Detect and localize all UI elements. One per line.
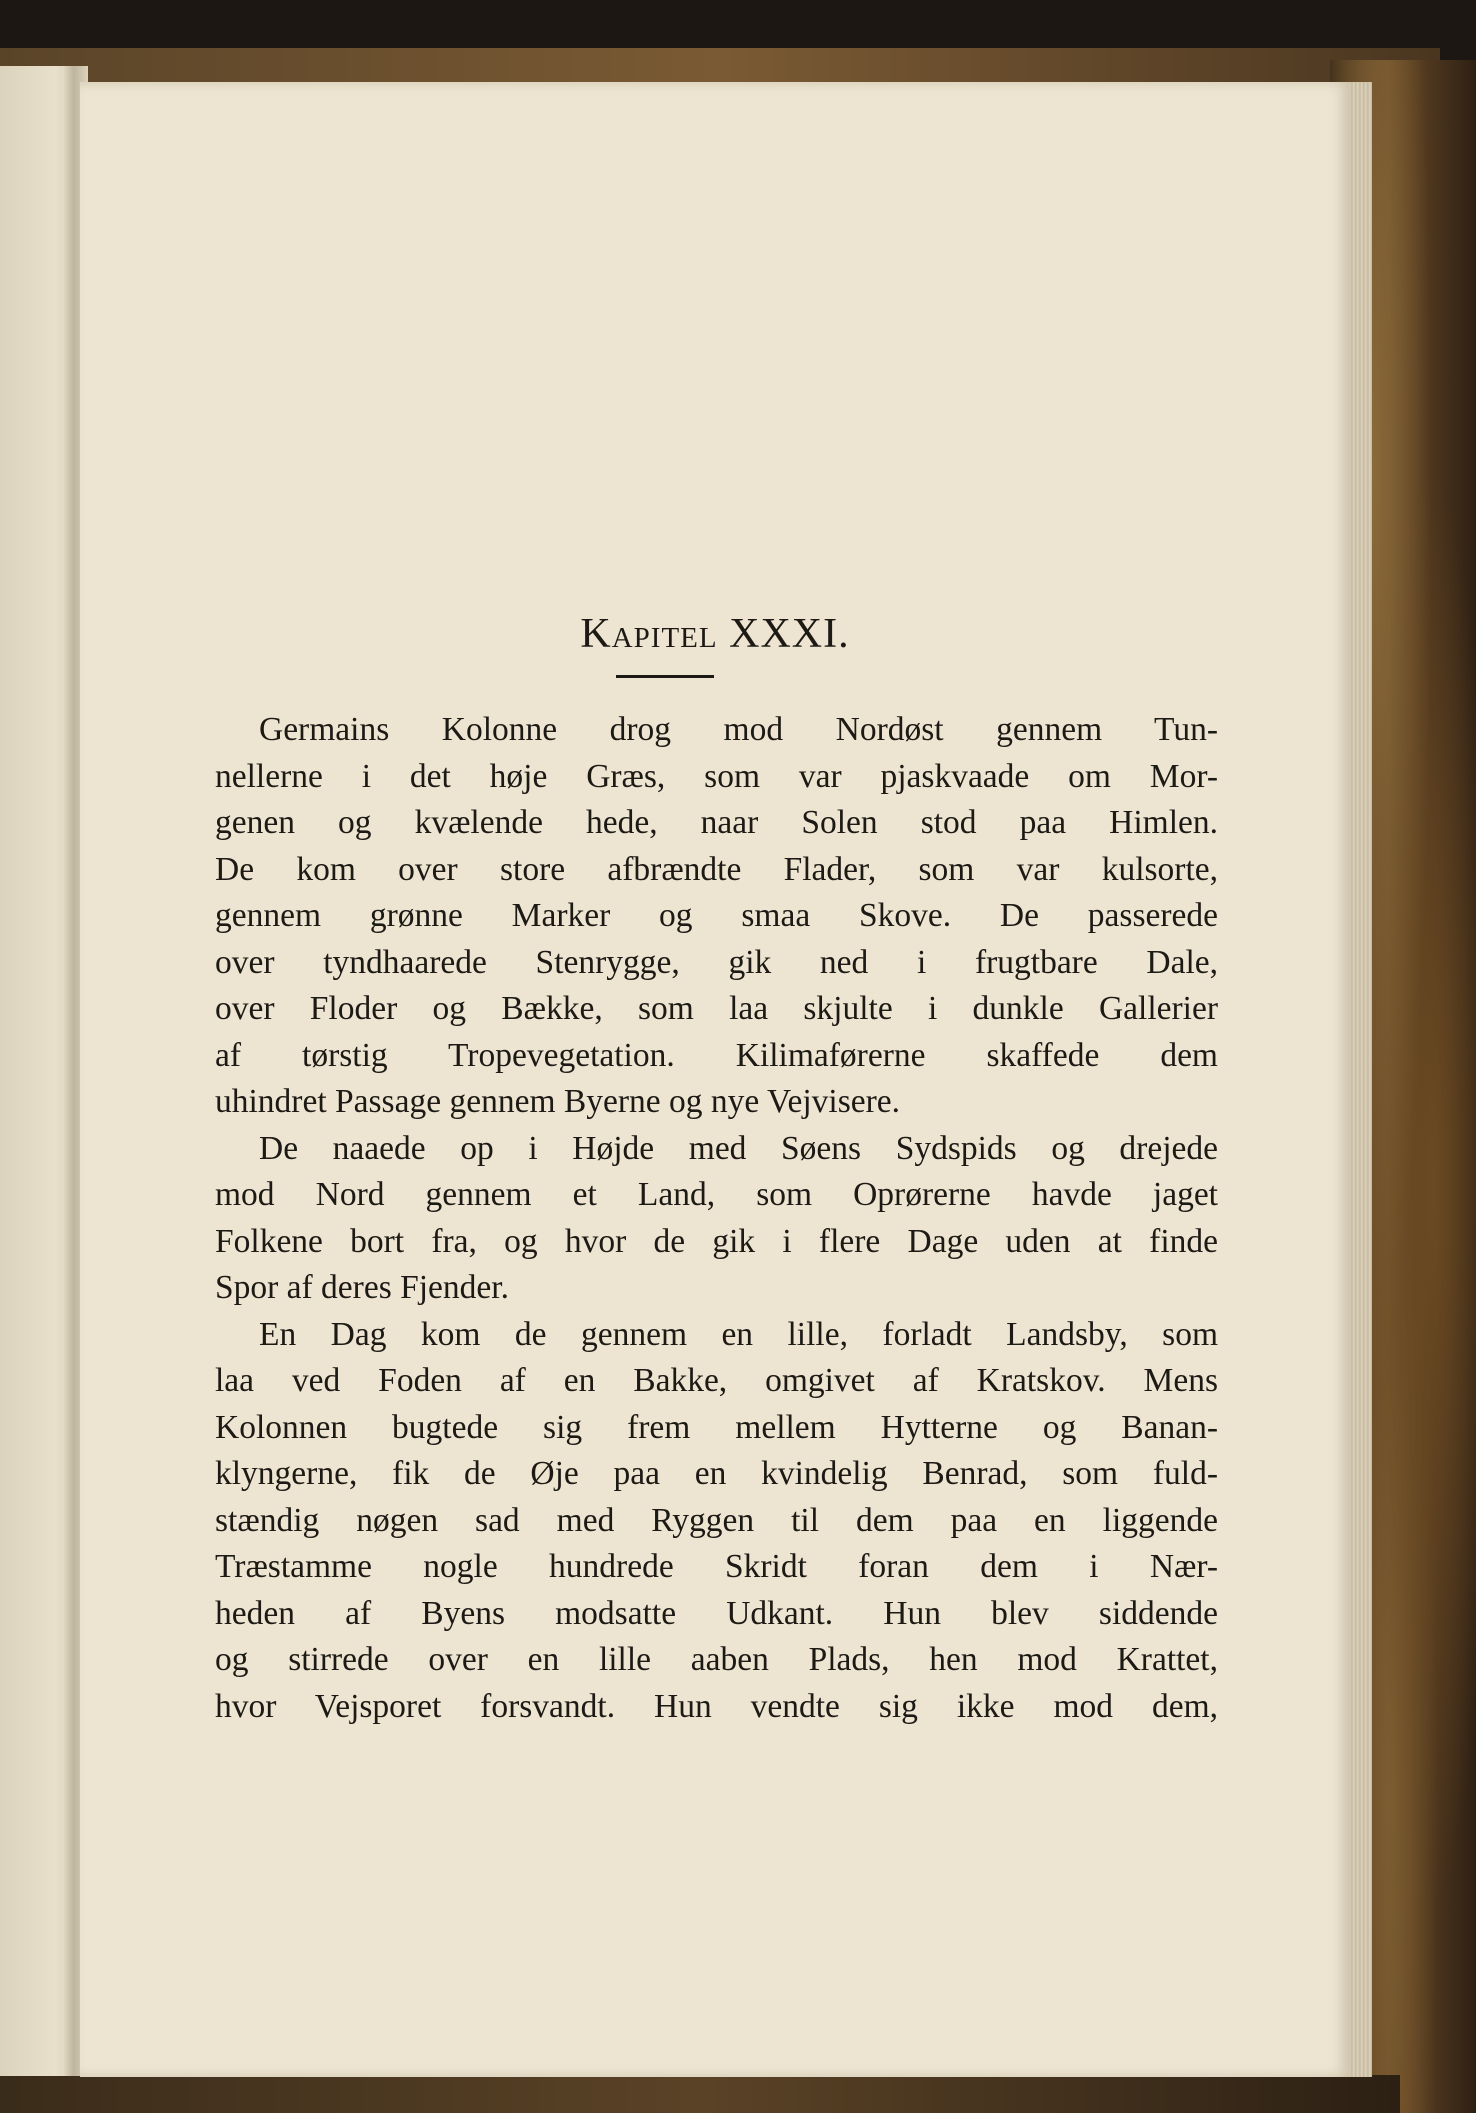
text-line: En Dag kom de gennem en lille, forladt Landsby, som (259, 1315, 1218, 1353)
text-line: De kom over store afbrændte Flader, som var kulsorte, (215, 850, 1218, 888)
text-line: over Floder og Bække, som laa skjulte i dunkle Gallerier (215, 990, 1218, 1027)
text-line: gennem grønne Marker og smaa Skove. De passerede (215, 897, 1218, 934)
text-line: hvor Vejsporet forsvandt. Hun vendte sig ikke mod dem, (215, 1687, 1218, 1725)
text-line: genen og kvælende hede, naar Solen stod paa Himlen. (215, 804, 1218, 841)
paragraph-3 (215, 1312, 1218, 1731)
text-line: heden af Byens modsatte Udkant. Hun blev siddende (215, 1594, 1218, 1632)
page-stack-edge (1350, 82, 1372, 2077)
text-line: af tørstig Tropevegetation. Kilimaførerne skaffede dem (215, 1036, 1218, 1074)
text-line: stændig nøgen sad med Ryggen til dem paa en liggende (215, 1501, 1218, 1539)
text-line: Spor af deres Fjender. (215, 1269, 509, 1306)
text-line: Germains Kolonne drog mod Nordøst gennem Tun- (259, 711, 1218, 748)
chapter-title: Kapitel XXXI. (580, 611, 850, 657)
text-line: Træstamme nogle hundrede Skridt foran dem i Nær- (215, 1548, 1218, 1585)
text-line: De naaede op i Højde med Søens Sydspids og drejede (259, 1129, 1218, 1167)
text-line: uhindret Passage gennem Byerne og nye Vejvisere. (215, 1083, 901, 1120)
text-line: mod Nord gennem et Land, som Oprørerne havde jaget (215, 1176, 1218, 1213)
text-line: Kolonnen bugtede sig frem mellem Hytterne og Banan- (215, 1408, 1218, 1446)
title-rule (616, 675, 714, 678)
text-line: og stirrede over en lille aaben Plads, hen mod Krattet, (215, 1641, 1218, 1678)
book-bottom-edge (0, 2075, 1400, 2113)
paragraph-1 (215, 707, 1218, 1126)
text-line: laa ved Foden af en Bakke, omgivet af Kratskov. Mens (215, 1362, 1218, 1399)
text-line: klyngerne, fik de Øje paa en kvindelig Benrad, som fuld- (215, 1455, 1218, 1492)
text-line: nellerne i det høje Græs, som var pjaskvaade om Mor- (215, 757, 1218, 795)
paragraph-2 (215, 1126, 1218, 1312)
text-line: Folkene bort fra, og hvor de gik i flere Dage uden at finde (215, 1222, 1218, 1260)
body-text (215, 707, 1218, 1730)
book-page (80, 82, 1350, 2077)
text-line: over tyndhaarede Stenrygge, gik ned i frugtbare Dale, (215, 943, 1218, 981)
